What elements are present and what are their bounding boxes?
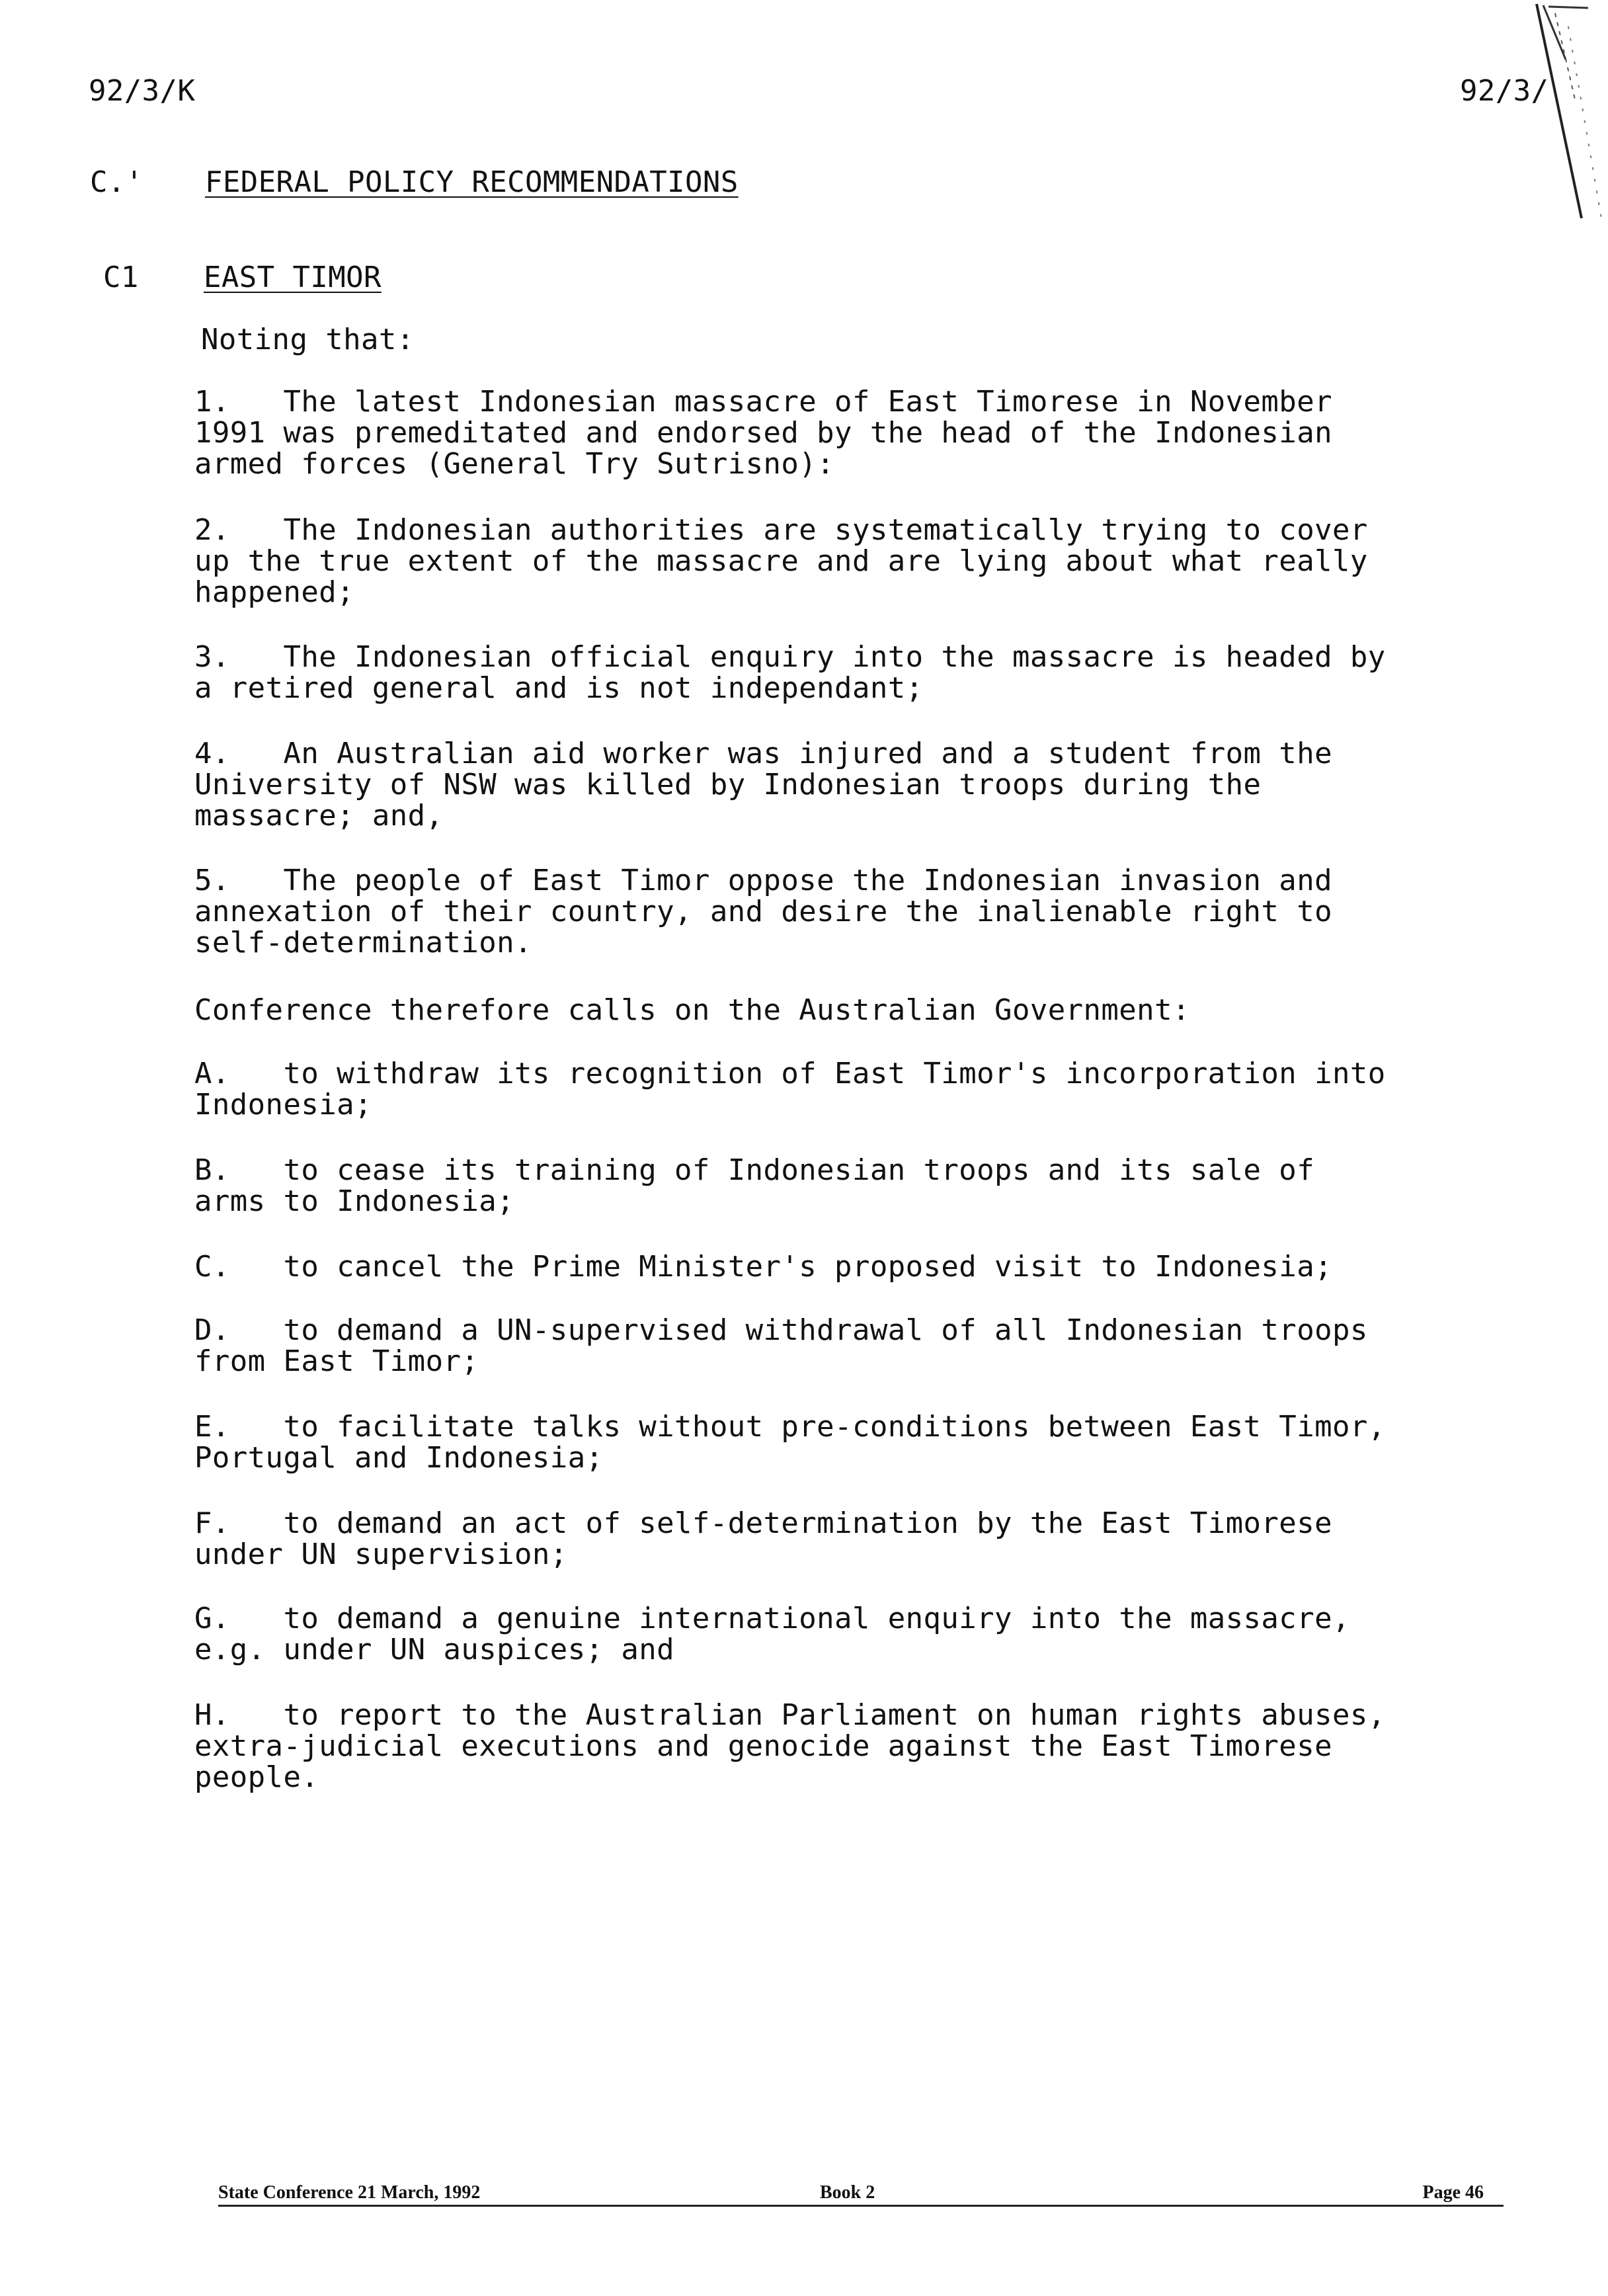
call-item-h-text: H. to report to the Australian Parliament on human rights abuses, extra-judicial executions and genocide against the East Timorese people. <box>194 1698 1386 1794</box>
footer-book: Book 2 <box>820 2182 875 2203</box>
call-item-e <box>194 1411 1576 1473</box>
noting-item-1 <box>194 386 1576 479</box>
call-item-d <box>194 1315 1576 1377</box>
call-item-g-text: G. to demand a genuine international enquiry into the massacre, e.g. under UN auspices; and <box>194 1602 1350 1666</box>
header-ref-right: 92/3/ <box>1460 74 1549 108</box>
subsection-title: EAST TIMOR <box>204 261 382 294</box>
footer-conference: State Conference 21 March, 1992 <box>218 2182 481 2203</box>
call-item-b <box>194 1155 1576 1217</box>
call-item-f <box>194 1508 1576 1570</box>
noting-item-5 <box>194 865 1576 958</box>
call-item-d-text: D. to demand a UN-supervised withdrawal of all Indonesian troops from East Timor; <box>194 1313 1368 1378</box>
call-item-a-text: A. to withdraw its recognition of East Timor's incorporation into Indonesia; <box>194 1057 1386 1122</box>
call-item-c-text: C. to cancel the Prime Minister's proposed visit to Indonesia; <box>194 1250 1332 1284</box>
noting-item-5-text: 5. The people of East Timor oppose the Indonesian invasion and annexation of their country, and desire the inalienable right to self-determination. <box>194 864 1332 960</box>
noting-item-1-text: 1. The latest Indonesian massacre of East Timorese in November 1991 was premeditated and endorsed by the head of the Indonesian armed forces (General Try Sutrisno): <box>194 385 1332 481</box>
noting-item-4 <box>194 738 1576 831</box>
call-item-e-text: E. to facilitate talks without pre-conditions between East Timor, Portugal and Indonesia; <box>194 1410 1386 1475</box>
section-letter: C.' <box>90 165 143 199</box>
corner-scan-mark <box>1529 0 1608 225</box>
noting-item-3-text: 3. The Indonesian official enquiry into the massacre is headed by a retired general and is not independant; <box>194 640 1386 705</box>
header-ref-left: 92/3/K <box>89 74 196 108</box>
call-item-g <box>194 1603 1576 1665</box>
noting-item-4-text: 4. An Australian aid worker was injured and a student from the University of NSW was killed by Indonesian troops during the massacre; and, <box>194 737 1332 833</box>
page-footer <box>218 2176 1504 2207</box>
section-title: FEDERAL POLICY RECOMMENDATIONS <box>205 165 739 199</box>
noting-item-2-text: 2. The Indonesian authorities are systematically trying to cover up the true extent of the massacre and are lying about what really happened; <box>194 513 1368 609</box>
call-item-h <box>194 1700 1576 1793</box>
noting-item-3 <box>194 641 1576 704</box>
call-item-b-text: B. to cease its training of Indonesian troops and its sale of arms to Indonesia; <box>194 1153 1315 1218</box>
call-intro: Conference therefore calls on the Australian Government: <box>194 993 1190 1027</box>
call-item-c <box>194 1251 1576 1282</box>
footer-page-number: Page 46 <box>1422 2182 1484 2203</box>
call-item-f-text: F. to demand an act of self-determination by the East Timorese under UN supervision; <box>194 1506 1332 1571</box>
subsection-number: C1 <box>103 261 139 294</box>
call-item-a <box>194 1058 1576 1120</box>
noting-item-2 <box>194 514 1576 608</box>
noting-intro: Noting that: <box>201 323 415 356</box>
